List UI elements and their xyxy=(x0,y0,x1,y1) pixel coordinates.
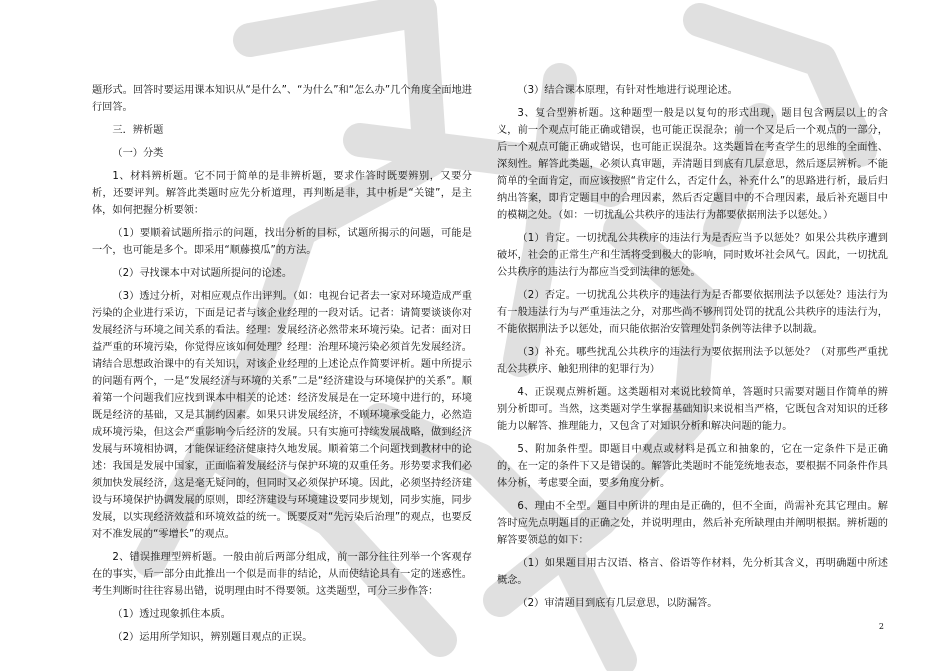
paragraph: （3）补充。哪些扰乱公共秩序的违法行为要依据刑法予以惩处？（对那些严重扰乱公共秩序、触犯刑律的犯罪行为） xyxy=(497,347,888,375)
section-heading: 三．辨析题 xyxy=(112,125,164,136)
paragraph: 1、材料辨析题。它不同于简单的是非辨析题，要求作答时既要辨别，又要分析，还要评判。解答此类题时应先分析道理，再判断是非，其中析是“关键”，是主体，如何把握分析要领： xyxy=(92,171,472,216)
paragraph: 6、理由不全型。题目中所讲的理由是正确的，但不全面，尚需补充其它理由。解答时应先点明题目的正确之处，并说明理由，然后补充所缺理由并阐明根据。辨析题的解答要领总的如下： xyxy=(497,501,888,546)
paragraph: （2）运用所学知识，辨别题目观点的正误。 xyxy=(112,632,313,643)
paragraph: （2）否定。一切扰乱公共秩序的违法行为是否都要依据刑法予以惩处？违法行为有一般违法行为与严重违法之分，对那些尚不够刑罚处罚的扰乱公共秩序的违法行为，不能依据刑法予以惩处，而只能依据治安管理处罚条例等法律予以制裁。 xyxy=(497,290,888,335)
paragraph: 5、附加条件型。即题目中观点或材料是孤立和抽象的，它在一定条件下是正确的，在一定的条件下又是错误的。解答此类题时不能笼统地表态，要根据不同条件作具体分析，考虑要全面，要多角度分析。 xyxy=(497,444,888,489)
paragraph: 4、正误观点辨析题。这类题相对来说比较简单，答题时只需要对题目作简单的辨别分析即可。当然，这类题对学生掌握基础知识来说相当严格，它既包含对知识的迁移能力以解答、推理能力，又包含了对知识分析和解决问题的能力。 xyxy=(497,387,888,432)
paragraph: （1）透过现象抓住本质。 xyxy=(112,609,231,620)
paragraph: （2）审清题目到底有几层意思，以防漏答。 xyxy=(517,598,718,609)
paragraph: （3）结合课本原理，有针对性地进行说理论述。 xyxy=(517,85,738,96)
left-column xyxy=(92,82,472,652)
paragraph: 3、复合型辨析题。这种题型一般是以复句的形式出现，题目包含两层以上的含义，前一个观点可能正确或错误，也可能正误混杂；前一个又是后一个观点的一部分，后一个观点可能正确或错误，也可能正误混杂。这类题旨在考查学生的思维的全面性、深刻性。解答此类题，必须认真审题，弄清题目到底有几层意思，然后逐层辨析。不能简单的全面肯定，而应该按照“肯定什么，否定什么，补充什么”的思路进行析，最后归纳出答案，即肯定题目中的合理因素，然后否定题目中的不合理因素，最后补充题目中的模糊之处。（如：一切扰乱公共秩序的违法行为都要依据刑法予以惩处。） xyxy=(497,108,888,221)
paragraph: （3）透过分析，对相应观点作出评判。（如：电视台记者去一家对环境造成严重污染的企业进行采访，下面是记者与该企业经理的一段对话。记者：请简要谈谈你对发展经济与环境之间关系的看法。经理：发展经济必然带来环境污染。记者：面对日益严重的环境污染，你觉得应该如何处理？经理：治理环境污染必须首先发展经济。请结合思想政治课中的有关知识，对该企业经理的上述论点作简要评析。题中所提示的问题有两个，一是“发展经济与环境的关系”二是“经济建设与环境保护的关系”。顺着第一个问题我们应找到课本中相关的论述：经济发展是在一定环境中进行的，环境既是经济的基础，又是其制约因素。如果只讲发展经济，不顾环境承受能力，必然造成环境污染，但这会严重影响今后经济的发展。只有实施可持续发展战略，做到经济发展与环境相协调，才能保证经济健康持久地发展。顺着第二个问题找到教材中的论述：我国是发展中国家，正面临着发展经济与保护环境的双重任务。形势要求我们必须加快发展经济，这是毫无疑问的，但同时又必须保护环境。因此，必须坚持经济建设与环境保护协调发展的原则，即经济建设与环境建设要同步规划，同步实施，同步发展，以实现经济效益和环境效益的统一。既要反对“先污染后治理”的观点，也要反对不准发展的“零增长”的观点。 xyxy=(92,291,472,540)
subsection-heading: （一）分类 xyxy=(112,148,164,159)
paragraph: （1）如果题目用古汉语、格言、俗语等作材料，先分析其含义，再明确题中所述概念。 xyxy=(497,558,888,586)
paragraph: （1）要顺着试题所指示的问题，找出分析的目标，试题所揭示的问题，可能是一个，也可能是多个。即采用“顺藤摸瓜”的方法。 xyxy=(92,228,472,256)
paragraph: 2、错误推理型辨析题。一般由前后两部分组成，前一部分往往列举一个客观存在的事实，后一部分由此推出一个似是而非的结论，从而使结论具有一定的迷惑性。考生判断时往往容易出错，说明理由时不得要领。这类题型，可分三步作答： xyxy=(92,552,472,597)
paragraph: （1）肯定。一切扰乱公共秩序的违法行为是否应当予以惩处？如果公共秩序遭到破坏，社会的正常生产和生活将受到极大的影响，同时败坏社会风气。因此，一切扰乱公共秩序的违法行为都应当受到法律的惩处。 xyxy=(497,233,888,278)
paragraph: 题形式。回答时要运用课本知识从“是什么”、“为什么”和“怎么办”几个角度全面地进行回答。 xyxy=(92,85,472,113)
right-column xyxy=(497,82,888,618)
paragraph: （2）寻找课本中对试题所提问的论述。 xyxy=(112,268,293,279)
page-number: 2 xyxy=(878,622,884,631)
